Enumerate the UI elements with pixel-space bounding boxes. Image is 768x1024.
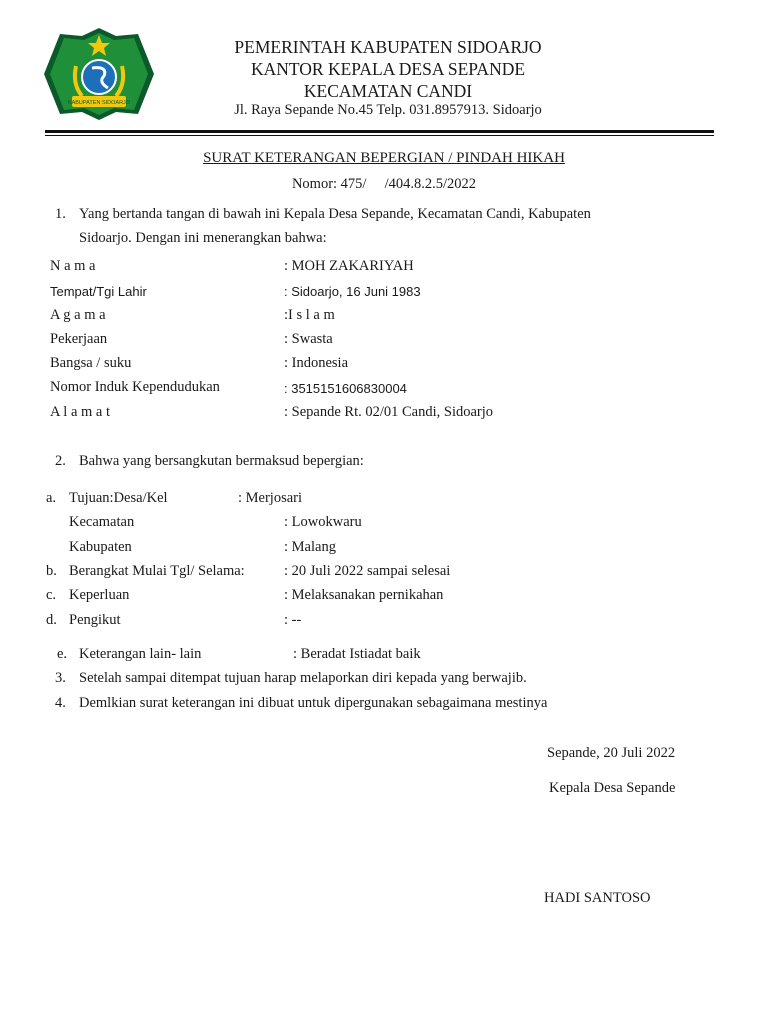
item-label-kabupaten: Kabupaten bbox=[69, 539, 132, 555]
item-label-berangkat: Berangkat Mulai Tgl/ Selama: bbox=[69, 563, 245, 579]
item-value-keterangan: : Beradat Istiadat baik bbox=[293, 646, 421, 662]
item-value-berangkat: : 20 Juli 2022 sampai selesai bbox=[284, 563, 451, 579]
item-value-keperluan: : Melaksanakan pernikahan bbox=[284, 587, 444, 603]
item-marker-a: a. bbox=[46, 490, 57, 506]
item-label-keperluan: Keperluan bbox=[69, 587, 130, 603]
item-value-pengikut: : -- bbox=[284, 612, 302, 628]
item-marker-d: d. bbox=[46, 612, 57, 628]
section-1-text-line2: Sidoarjo. Dengan ini menerangkan bahwa: bbox=[79, 230, 327, 246]
logo-ribbon-text: KABUPATEN SIDOARJO bbox=[67, 100, 131, 106]
field-label-pekerjaan: Pekerjaan bbox=[50, 331, 108, 347]
header-line-3: KECAMATAN CANDI bbox=[303, 81, 473, 101]
header-rule-thin bbox=[45, 135, 714, 136]
paragraph-3-text: Setelah sampai ditempat tujuan harap melaporkan diri kepada yang berwajib. bbox=[79, 670, 527, 686]
kabupaten-sidoarjo-logo bbox=[42, 22, 156, 126]
field-label-nik: Nomor Induk Kependudukan bbox=[50, 379, 220, 395]
document-title: SURAT KETERANGAN BEPERGIAN / PINDAH HIKAH bbox=[203, 150, 565, 166]
signature-name: HADI SANTOSO bbox=[544, 890, 651, 906]
field-label-nama: N a m a bbox=[50, 258, 96, 274]
item-label-pengikut: Pengikut bbox=[69, 612, 121, 628]
item-label-tujuan: Tujuan:Desa/Kel bbox=[69, 490, 168, 506]
field-value-nama: : MOH ZAKARIYAH bbox=[284, 258, 414, 274]
field-label-tempat-lahir: Tempat/Tgi Lahir bbox=[50, 284, 147, 299]
field-value-pekerjaan: : Swasta bbox=[284, 331, 333, 347]
signature-place-date: Sepande, 20 Juli 2022 bbox=[547, 745, 676, 761]
item-marker-c: c. bbox=[46, 587, 57, 603]
section-2-text: Bahwa yang bersangkutan bermaksud bepergian: bbox=[79, 453, 364, 469]
item-label-keterangan: Keterangan lain- lain bbox=[79, 646, 202, 662]
item-marker-e: e. bbox=[57, 646, 68, 662]
field-value-bangsa: : Indonesia bbox=[284, 355, 349, 371]
field-label-alamat: A l a m a t bbox=[50, 404, 111, 420]
field-label-bangsa: Bangsa / suku bbox=[50, 355, 132, 371]
field-value-tempat-lahir: : Sidoarjo, 16 Juni 1983 bbox=[284, 284, 421, 299]
item-value-kecamatan: : Lowokwaru bbox=[284, 514, 362, 530]
section-2-number: 2. bbox=[55, 453, 66, 469]
paragraph-4-text: Demlkian surat keterangan ini dibuat untuk dipergunakan sebagaimana mestinya bbox=[79, 695, 548, 711]
field-value-nik: : 3515151606830004 bbox=[284, 381, 407, 396]
header-line-1: PEMERINTAH KABUPATEN SIDOARJO bbox=[234, 37, 542, 57]
field-label-agama: A g a m a bbox=[50, 307, 106, 323]
paragraph-4-number: 4. bbox=[55, 695, 66, 711]
header-address: Jl. Raya Sepande No.45 Telp. 031.8957913. Sidoarjo bbox=[234, 102, 542, 118]
field-value-agama: :I s l a m bbox=[284, 307, 335, 323]
signature-position: Kepala Desa Sepande bbox=[549, 780, 676, 796]
document-number: Nomor: 475/ /404.8.2.5/2022 bbox=[291, 176, 477, 192]
paragraph-3-number: 3. bbox=[55, 670, 66, 686]
header-rule-thick bbox=[45, 130, 714, 133]
section-1-number: 1. bbox=[55, 206, 66, 222]
item-value-tujuan: : Merjosari bbox=[238, 490, 303, 506]
section-1-text-line1: Yang bertanda tangan di bawah ini Kepala Desa Sepande, Kecamatan Candi, Kabupaten bbox=[79, 206, 591, 222]
header-line-2: KANTOR KEPALA DESA SEPANDE bbox=[250, 59, 526, 79]
item-value-kabupaten: : Malang bbox=[284, 539, 336, 555]
item-marker-b: b. bbox=[46, 563, 57, 579]
item-label-kecamatan: Kecamatan bbox=[69, 514, 135, 530]
field-value-alamat: : Sepande Rt. 02/01 Candi, Sidoarjo bbox=[284, 404, 494, 420]
